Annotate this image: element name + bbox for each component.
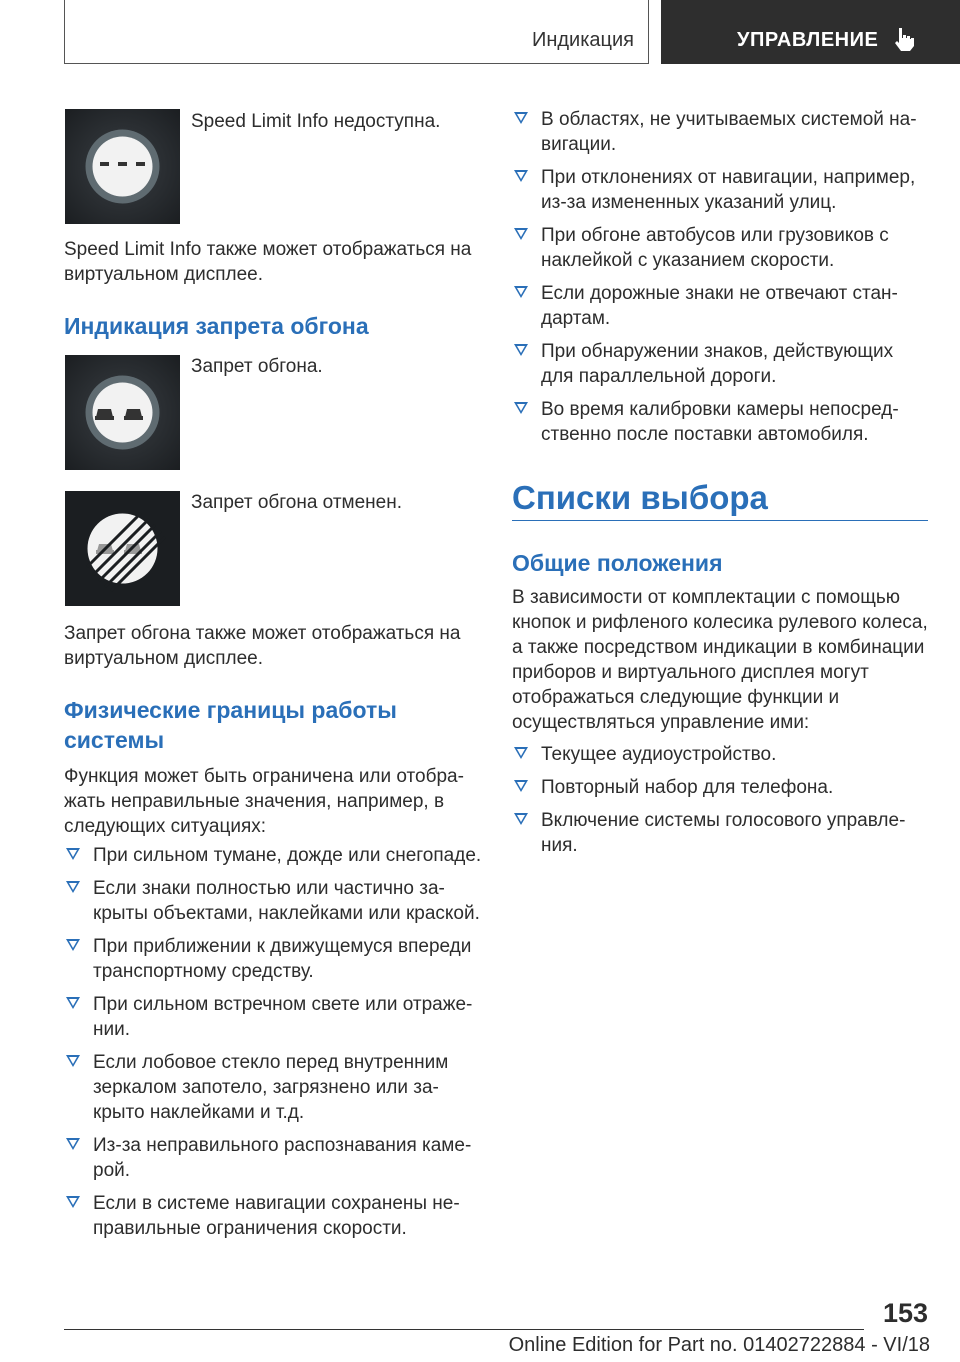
triangle-bullet-icon (66, 1196, 80, 1208)
triangle-bullet-icon (514, 402, 528, 414)
triangle-bullet-icon (66, 939, 80, 951)
paragraph-virtual-display-2: Запрет обгона также может отображаться на виртуальном дисплее. (64, 623, 461, 669)
sign2-caption: Запрет обгона. (191, 356, 323, 377)
sign1-caption: Speed Limit Info недоступна. (191, 111, 441, 132)
page-number: 153 (882, 1298, 928, 1328)
triangle-bullet-icon (66, 1138, 80, 1150)
speed-limit-unavailable-sign-icon (65, 109, 180, 224)
triangle-bullet-icon (514, 112, 528, 124)
list-item: При отклонениях от навигации, например, из-за измененных указаний улиц. (512, 165, 928, 215)
list-item: Из-за неправильного распознавания камерой. (64, 1133, 484, 1183)
paragraph-function-limited: Функция может быть ограничена или отображать неправильные значения, например, в следующих ситуациях: (64, 766, 464, 837)
bullet-list-right-top (512, 107, 928, 447)
triangle-bullet-icon (66, 881, 80, 893)
hand-pointer-icon (893, 26, 915, 52)
list-item: При сильном тумане, дожде или снегопаде. (64, 843, 484, 868)
list-item: При сильном встречном свете или отражении. (64, 992, 484, 1042)
section-title: Списки выбора (512, 479, 768, 516)
triangle-bullet-icon (514, 228, 528, 240)
list-item: При обгоне автобусов или грузовиков с наклейкой с указанием скорости. (512, 223, 928, 273)
no-overtaking-sign-icon (65, 355, 180, 470)
triangle-bullet-icon (514, 747, 528, 759)
list-item: Если знаки полностью или частично закрыты объектами, наклейками или краской. (64, 876, 484, 926)
list-item: В областях, не учитываемых системой навигации. (512, 107, 928, 157)
triangle-bullet-icon (514, 286, 528, 298)
header-section-tab (64, 0, 649, 64)
footer-edition: Online Edition for Part no. 01402722884 - VI/18 (508, 1334, 930, 1356)
end-of-no-overtaking-sign-icon (65, 491, 180, 606)
triangle-bullet-icon (66, 848, 80, 860)
header-section-label: Индикация (531, 29, 634, 51)
list-item: Если лобовое стекло перед внутренним зеркалом запотело, загрязнено или закрыто наклейками и т.д. (64, 1050, 484, 1125)
triangle-bullet-icon (514, 780, 528, 792)
heading-general: Общие положения (512, 550, 723, 576)
triangle-bullet-icon (514, 344, 528, 356)
list-item: Повторный набор для телефона. (512, 775, 928, 800)
list-item: При обнаружении знаков, действующих для параллельной дороги. (512, 339, 928, 389)
list-item: Если в системе навигации сохранены неправильные ограничения скорости. (64, 1191, 484, 1241)
paragraph-virtual-display-1: Speed Limit Info также может отображаться на виртуальном дисплее. (64, 239, 472, 285)
sign3-caption: Запрет обгона отменен. (191, 492, 402, 513)
list-item: Текущее аудиоустройство. (512, 742, 928, 767)
bullet-list-right-bottom (512, 742, 928, 858)
list-item: При приближении к движущемуся впереди транспортному средству. (64, 934, 484, 984)
triangle-bullet-icon (66, 1055, 80, 1067)
heading-overtake-indication: Индикация запрета обгона (64, 313, 369, 339)
footer-divider (64, 1329, 864, 1330)
header-chapter-tab (661, 0, 960, 64)
bullet-list-left (64, 843, 484, 1241)
triangle-bullet-icon (66, 997, 80, 1009)
list-item: Включение системы голосового управления. (512, 808, 928, 858)
header-chapter-label: УПРАВЛЕНИЕ (737, 29, 879, 51)
triangle-bullet-icon (514, 170, 528, 182)
heading-physical-limits: Физические границы работы системы (64, 697, 397, 753)
paragraph-general: В зависимости от комплектации с помощью кнопок и рифленого колесика рулевого колеса, а также посредством индикации в комбинации приборов и виртуального дисплея могут отображаться следующие функции и осуществляться управление ими: (512, 587, 928, 733)
section-title-divider (512, 520, 928, 521)
list-item: Во время калибровки камеры непосредственно после поставки автомобиля. (512, 397, 928, 447)
list-item: Если дорожные знаки не отвечают стандартам. (512, 281, 928, 331)
triangle-bullet-icon (514, 813, 528, 825)
